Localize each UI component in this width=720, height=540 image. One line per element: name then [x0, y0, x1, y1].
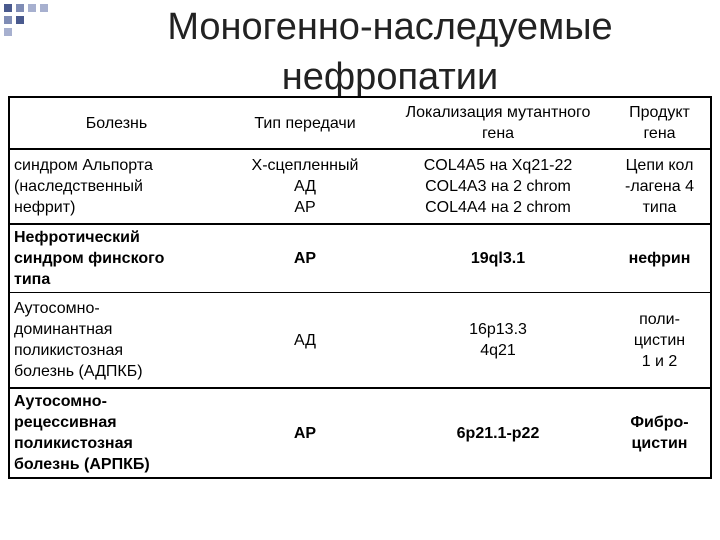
cell-locus [387, 293, 609, 389]
cell-line: цистин [633, 331, 686, 349]
cell-inheritance [223, 388, 387, 478]
cell-inheritance [223, 224, 387, 293]
cell-disease [9, 388, 223, 478]
cell-disease [9, 149, 223, 224]
cell-line: рецессивная [14, 414, 117, 431]
cell-line: АД [293, 178, 317, 195]
decor-square [40, 4, 48, 12]
cell-line: цистин [631, 435, 688, 452]
cell-line: АР [294, 199, 316, 216]
cell-line: Нефротический [14, 229, 140, 246]
cell-inheritance [223, 149, 387, 224]
cell-line: Аутосомно- [14, 393, 107, 410]
cell-locus [387, 149, 609, 224]
header-locus: Локализация мутантного гена [387, 97, 609, 149]
cell-line: типа [642, 199, 677, 216]
cell-line: болезнь (АРПКБ) [14, 456, 150, 473]
cell-disease [9, 224, 223, 293]
cell-line: синдром Альпорта [14, 157, 153, 174]
decor-square [4, 16, 12, 24]
cell-product [609, 224, 711, 293]
cell-line: типа [14, 271, 51, 288]
cell-line: COL4A5 на Xq21-22 [423, 157, 573, 174]
cell-line: синдром финского [14, 250, 165, 267]
header-inheritance: Тип передачи [223, 97, 387, 149]
decor-square [28, 4, 36, 12]
nephropathy-table [8, 96, 712, 479]
cell-line: 16p13.3 [469, 321, 527, 338]
cell-line: 19ql3.1 [470, 250, 526, 267]
cell-line: нефрин [628, 250, 691, 267]
cell-line: COL4A3 на 2 chrom [425, 178, 571, 195]
decor-square [16, 4, 24, 12]
cell-line: поликистозная [14, 342, 124, 359]
cell-product [609, 388, 711, 478]
cell-inheritance [223, 293, 387, 389]
cell-line: 4q21 [480, 342, 516, 359]
cell-line: поликистозная [14, 435, 133, 452]
cell-line: Фибро- [630, 414, 689, 431]
cell-product [609, 149, 711, 224]
table-header-row [9, 97, 711, 149]
cell-line: 1 и 2 [641, 352, 678, 370]
cell-line: Аутосомно- [14, 300, 100, 317]
table-row [9, 388, 711, 478]
slide-title-line1: Моногенно-наследуемые [167, 6, 613, 48]
cell-locus [387, 224, 609, 293]
slide-title [60, 2, 720, 102]
cell-product [609, 293, 711, 389]
decor-square [4, 28, 12, 36]
table-row [9, 149, 711, 224]
cell-line: Х-сцепленный [251, 157, 359, 174]
cell-line: нефрит) [14, 199, 76, 216]
cell-locus [387, 388, 609, 478]
table-row [9, 224, 711, 293]
cell-line: болезнь (АДПКБ) [14, 363, 143, 380]
cell-line: -лагена 4 [624, 178, 695, 195]
cell-disease [9, 293, 223, 389]
cell-line: доминантная [14, 321, 113, 338]
slide-decoration [0, 0, 60, 44]
cell-line: поли- [639, 310, 680, 328]
decor-square [16, 16, 24, 24]
cell-line: АР [293, 424, 317, 442]
cell-line: АР [293, 250, 317, 267]
decor-square [4, 4, 12, 12]
cell-line: 6p21.1-p22 [456, 424, 540, 442]
header-product: Продукт гена [609, 97, 711, 149]
slide-title-line2: нефропатии [281, 56, 499, 98]
table-row [9, 293, 711, 389]
header-disease: Болезнь [9, 97, 223, 149]
cell-line: (наследственный [14, 178, 143, 195]
cell-line: COL4A4 на 2 chrom [425, 199, 571, 216]
cell-line: Цепи кол [625, 157, 694, 174]
cell-line: АД [293, 331, 317, 349]
